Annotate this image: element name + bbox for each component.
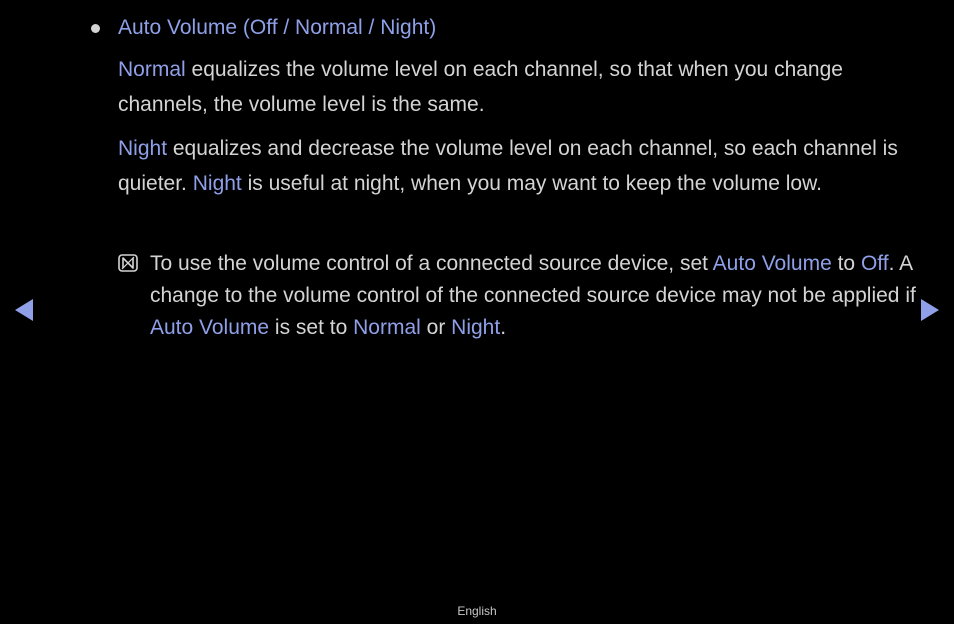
note-text-part: . A change to the volume control of the connected source device may not be applied if (150, 252, 916, 307)
auto-volume-term: Auto Volume (150, 316, 270, 339)
note-text-part: or (420, 316, 452, 339)
night-term-2: Night (192, 171, 242, 195)
note-text (150, 248, 918, 344)
night-term: Night (451, 316, 501, 339)
bullet-icon (91, 24, 100, 33)
night-text-2: is useful at night, when you may want to keep the volume low. (241, 171, 822, 195)
left-triangle-icon[interactable] (15, 299, 33, 321)
normal-text: equalizes the volume level on each channel, so that when you change channels, the volume level is the same. (118, 58, 843, 116)
normal-term: Normal (353, 316, 421, 339)
language-label: English (457, 604, 497, 618)
section-heading-row (88, 13, 436, 43)
note-block (118, 248, 918, 344)
normal-description (118, 53, 918, 122)
normal-term: Normal (118, 58, 186, 81)
note-text-part: . (500, 316, 507, 339)
night-text-1: equalizes and decrease the volume level on each channel, so each channel is quieter. (118, 137, 898, 195)
night-description (118, 132, 918, 201)
note-text-part: is set to (269, 316, 354, 339)
note-icon (118, 254, 138, 272)
note-text-part: To use the volume control of a connected source device, set (150, 252, 713, 275)
note-text-part: to (831, 252, 861, 275)
off-term: Off (860, 252, 889, 275)
section-heading: Auto Volume (Off / Normal / Night) (118, 16, 437, 39)
night-term: Night (118, 137, 168, 160)
right-triangle-icon[interactable] (921, 299, 939, 321)
auto-volume-term: Auto Volume (712, 252, 832, 275)
